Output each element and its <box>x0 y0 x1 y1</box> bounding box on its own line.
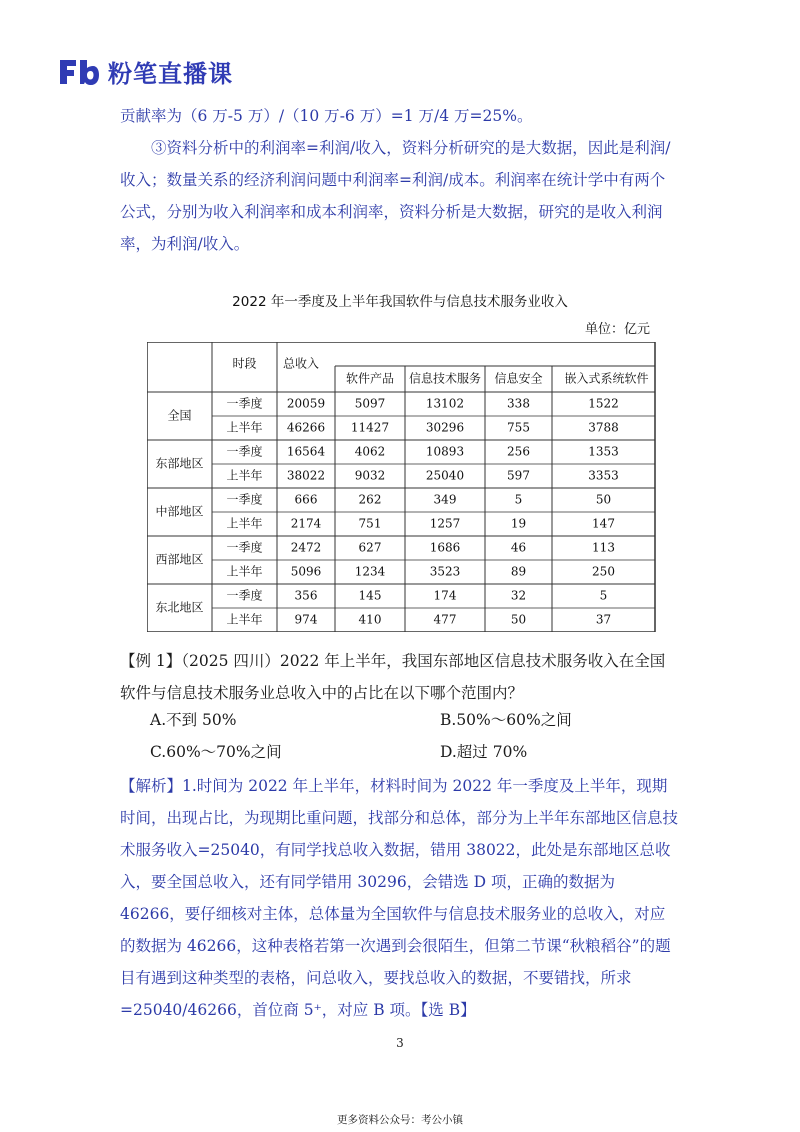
value-cell: 974 <box>294 612 318 627</box>
table-title: 2022 年一季度及上半年我国软件与信息技术服务业收入 <box>232 294 568 310</box>
value-cell: 50 <box>595 492 612 507</box>
value-cell: 174 <box>433 588 457 603</box>
value-cell: 19 <box>510 516 527 531</box>
value-cell: 3788 <box>588 420 619 435</box>
period-cell: 上半年 <box>226 516 263 531</box>
period-cell: 上半年 <box>226 564 263 579</box>
value-cell: 2472 <box>290 540 322 555</box>
value-cell: 16564 <box>286 444 326 459</box>
header-column: 信息安全 <box>494 371 543 386</box>
page-number: 3 <box>396 1036 404 1050</box>
value-cell: 410 <box>358 612 382 627</box>
header-period: 时段 <box>232 356 257 371</box>
value-cell: 349 <box>433 492 457 507</box>
intro-line: 贡献率为（6 万-5 万）/（10 万-6 万）=1 万/4 万=25%。 <box>120 107 533 125</box>
value-cell: 4062 <box>354 444 386 459</box>
value-cell: 262 <box>358 492 382 507</box>
value-cell: 25040 <box>425 468 465 483</box>
value-cell: 1686 <box>429 540 461 555</box>
value-cell: 113 <box>592 540 615 555</box>
header-column: 嵌入式系统软件 <box>564 371 649 386</box>
value-cell: 250 <box>592 564 615 579</box>
value-cell: 5 <box>599 588 608 603</box>
fb-logo-icon <box>58 57 100 87</box>
value-cell: 477 <box>433 612 457 627</box>
value-cell: 10893 <box>425 444 465 459</box>
option-a[interactable]: A.不到 50% <box>150 711 237 729</box>
value-cell: 20059 <box>286 396 326 411</box>
value-cell: 356 <box>294 588 318 603</box>
value-cell: 145 <box>358 588 382 603</box>
value-cell: 338 <box>507 396 530 411</box>
value-cell: 256 <box>507 444 530 459</box>
value-cell: 1257 <box>429 516 461 531</box>
header-total: 总收入 <box>283 356 320 371</box>
region-name: 中部地区 <box>155 504 204 519</box>
region-name: 全国 <box>167 408 192 423</box>
value-cell: 46 <box>510 540 527 555</box>
value-cell: 1234 <box>354 564 386 579</box>
value-cell: 9032 <box>354 468 386 483</box>
value-cell: 46266 <box>286 420 326 435</box>
period-cell: 一季度 <box>226 396 263 411</box>
footer-note: 更多资料公众号：考公小镇 <box>337 1114 463 1126</box>
value-cell: 755 <box>507 420 530 435</box>
value-cell: 5096 <box>290 564 322 579</box>
header-column: 信息技术服务 <box>408 371 482 386</box>
value-cell: 3523 <box>429 564 461 579</box>
value-cell: 13102 <box>425 396 465 411</box>
value-cell: 1353 <box>588 444 619 459</box>
period-cell: 一季度 <box>226 540 263 555</box>
value-cell: 5097 <box>354 396 386 411</box>
value-cell: 89 <box>510 564 527 579</box>
period-cell: 一季度 <box>226 492 263 507</box>
option-b[interactable]: B.50%～60%之间 <box>440 711 572 729</box>
table-unit: 单位：亿元 <box>584 322 650 337</box>
intro-paragraph: ③资料分析中的利润率=利润/收入，资料分析研究的是大数据，因此是利润/收入；数量关系的经济利润问题中利润率=利润/成本。利润率在统计学中有两个公式，分别为收入利润率和成本利润率，资料分析是大数据，研究的是收入利润率，为利润/收入。 <box>120 139 671 253</box>
value-cell: 50 <box>510 612 527 627</box>
brand-logo <box>58 54 233 89</box>
region-name: 东部地区 <box>155 456 204 471</box>
value-cell: 2174 <box>290 516 322 531</box>
revenue-table <box>147 342 659 632</box>
period-cell: 一季度 <box>226 588 263 603</box>
value-cell: 1522 <box>588 396 619 411</box>
option-d[interactable]: D.超过 70% <box>440 743 528 761</box>
value-cell: 30296 <box>425 420 465 435</box>
analysis-text: 【解析】1.时间为 2022 年上半年，材料时间为 2022 年一季度及上半年，现期时间，出现占比，为现期比重问题，找部分和总体，部分为上半年东部地区信息技术服务收入=25040，有同学找总收入数据，错用 38022，此处是东部地区总收入，要全国总收入，还有同学错用 30296，会错选 D 项，正确的数据为 46266，要仔细核对主体，总体量为全国软件与信息技术服务业的总收入，对应的数据为 46266，这种表格若第一次遇到会很陌生，但第二节课“秋粮稻谷”的题目有遇到这种类型的表格，问总收入，要找总收入的数据，不要错找，所求=25040/46266，首位商 5⁺，对应 B 项。【选 B】 <box>120 777 679 1019</box>
value-cell: 666 <box>294 492 318 507</box>
region-name: 东北地区 <box>155 600 204 615</box>
value-cell: 627 <box>358 540 382 555</box>
brand-name: 粉笔直播课 <box>108 60 233 88</box>
value-cell: 11427 <box>350 420 390 435</box>
value-cell: 751 <box>358 516 382 531</box>
value-cell: 5 <box>514 492 523 507</box>
value-cell: 37 <box>595 612 612 627</box>
question-text: 【例 1】（2025 四川）2022 年上半年，我国东部地区信息技术服务收入在全国软件与信息技术服务业总收入中的占比在以下哪个范围内？ <box>120 652 666 702</box>
option-c[interactable]: C.60%～70%之间 <box>150 743 282 761</box>
value-cell: 32 <box>510 588 527 603</box>
value-cell: 147 <box>592 516 615 531</box>
value-cell: 38022 <box>286 468 326 483</box>
region-name: 西部地区 <box>155 552 204 567</box>
period-cell: 上半年 <box>226 420 263 435</box>
period-cell: 一季度 <box>226 444 263 459</box>
header-column: 软件产品 <box>345 371 395 386</box>
period-cell: 上半年 <box>226 468 263 483</box>
period-cell: 上半年 <box>226 612 263 627</box>
value-cell: 3353 <box>588 468 619 483</box>
value-cell: 597 <box>507 468 530 483</box>
